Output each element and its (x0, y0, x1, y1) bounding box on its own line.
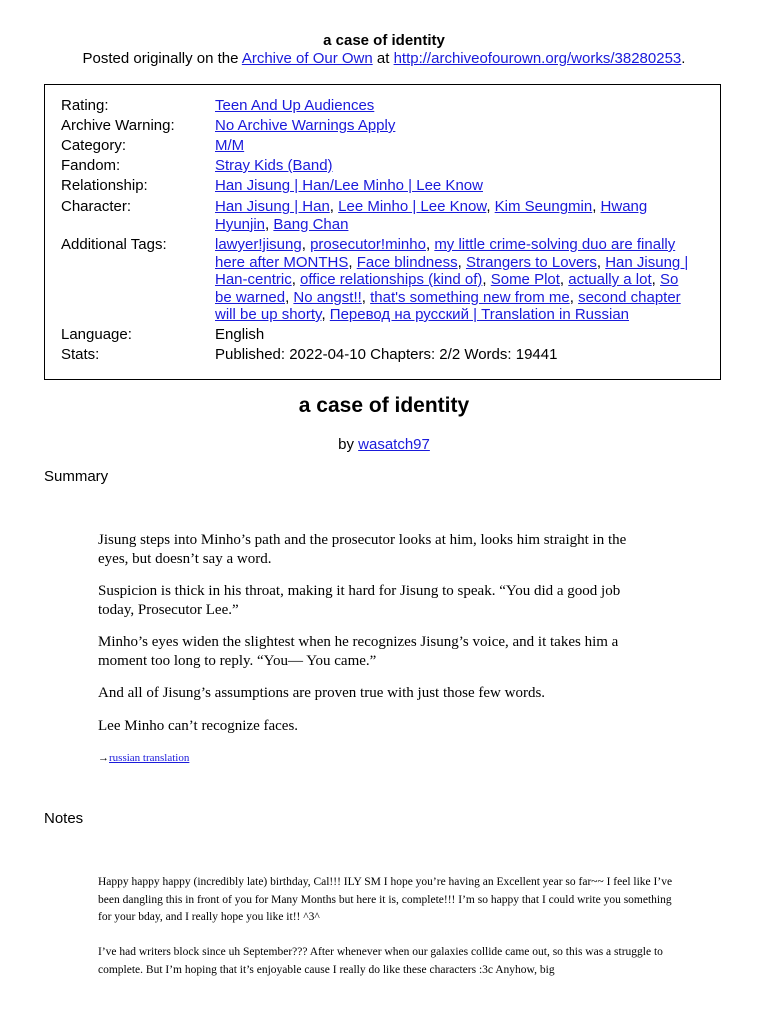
translation-line (98, 752, 189, 764)
tag-link[interactable]: No angst!! (293, 288, 362, 306)
stats-value: Published: 2022-04-10 Chapters: 2/2 Words: 19441 (215, 346, 558, 363)
metadata-box: Rating: Teen And Up Audiences Archive Warning: No Archive Warnings Apply Category: M/M Fandom: Stray Kids (Band) Relationship: Han Jisung | Han/Lee Minho | Lee Know Character: Han Jisung | Han, Lee Minho | Lee Know, Kim Seungmin, Hwang Hyunjin, Bang Chan Additional Tags: lawyer!jisung, prosecutor!minho, my little crime-solving duo are finally here after MONTHS, Face blindness, Strangers to Lovers, Han Jisung | Han-centric, office relationships (kind of), Some Plot, actually a lot, So be warned, No angst!!, that's something new from me, second chapter will be up shorty, Перевод на русский | Translation in Russian Language: English Stats: Published: 2022-04-10 Chapters: 2/2 Words: 19441 (44, 84, 721, 380)
summary-paragraph: Minho’s eyes widen the slightest when he recognizes Jisung’s voice, and it takes him a moment too long to reply. “You— You came.” (98, 634, 619, 669)
tag-link[interactable]: office relationships (kind of) (300, 271, 483, 288)
tag-link[interactable]: that's something new from me (370, 288, 570, 306)
warning-link[interactable]: No Archive Warnings Apply (215, 117, 396, 134)
summary-paragraph: Lee Minho can’t recognize faces. (98, 718, 299, 734)
posted-middle: at (372, 50, 394, 67)
russian-translation-link[interactable]: russian translation (109, 752, 190, 764)
byline (0, 436, 768, 453)
summary-paragraph: Jisung steps into Minho’s path and the prosecutor looks at him, looks him straight in the eyes, but doesn’t say a word. (98, 532, 627, 567)
category-link[interactable]: M/M (215, 137, 245, 154)
language-label: Language: (61, 326, 132, 343)
tag-link[interactable]: Face blindness (356, 253, 458, 271)
archive-link[interactable]: Archive of Our Own (241, 50, 373, 67)
posted-suffix: . (681, 50, 686, 67)
tag-link[interactable]: Strangers to Lovers (465, 253, 597, 271)
character-label: Character: (61, 198, 132, 215)
tag-link[interactable]: actually a lot (568, 271, 652, 288)
tag-link[interactable]: lawyer!jisung (215, 236, 302, 253)
tag-link[interactable]: So be warned (215, 271, 679, 306)
warning-label: Archive Warning: (61, 117, 175, 134)
character-link[interactable]: Kim Seungmin (494, 198, 593, 215)
tag-link[interactable]: second chapter will be up shorty (215, 288, 681, 323)
arrow-icon: → (98, 752, 109, 764)
character-link[interactable]: Han Jisung | Han (215, 198, 330, 215)
category-label: Category: (61, 137, 127, 154)
tags-label: Additional Tags: (61, 236, 167, 253)
tag-link[interactable]: Перевод на русский | Translation in Russian (329, 306, 630, 323)
character-link[interactable]: Lee Minho | Lee Know (338, 198, 487, 215)
work-title: a case of identity (298, 394, 470, 417)
notes-paragraph: I’ve had writers block since uh September??? After whenever when our galaxies collide came out, so this was a struggle to complete. But I’m hoping that it’s enjoyable cause I really do like these characters :3c Anyhow, big (98, 946, 663, 976)
character-link[interactable]: Bang Chan (273, 215, 349, 233)
summary-heading: Summary (44, 468, 109, 485)
work-url-link[interactable]: http://archiveofourown.org/works/38280253 (393, 50, 682, 67)
tag-link[interactable]: Han Jisung | Han-centric (215, 253, 689, 288)
notes-paragraph: Happy happy happy (incredibly late) birthday, Cal!!! ILY SM I hope you’re having an Excellent year so far~~ I feel like I’ve been dangling this in front of you for Many Months but here it is, complete!!! I’m so happy that I could write you something for your bday, and I really hope you like it!! ^3^ (98, 876, 673, 923)
author-link[interactable]: wasatch97 (358, 436, 430, 453)
tag-link[interactable]: Some Plot (490, 271, 560, 288)
character-link[interactable]: Hwang Hyunjin (215, 198, 648, 233)
language-value: English (215, 326, 265, 343)
fandom-link[interactable]: Stray Kids (Band) (215, 157, 333, 174)
notes-heading: Notes (44, 810, 84, 827)
rating-link[interactable]: Teen And Up Audiences (215, 97, 375, 114)
by-text: by (338, 436, 359, 453)
summary-paragraph: Suspicion is thick in his throat, making it hard for Jisung to speak. “You did a good job today, Prosecutor Lee.” (98, 583, 621, 618)
stats-label: Stats: (61, 346, 100, 363)
relationship-link[interactable]: Han Jisung | Han/Lee Minho | Lee Know (215, 177, 483, 194)
document-title: a case of identity (323, 32, 445, 49)
summary-paragraph: And all of Jisung’s assumptions are proven true with just those few words. (98, 685, 546, 701)
tag-link[interactable]: my little crime-solving duo are finally here after MONTHS (215, 236, 676, 271)
rating-label: Rating: (61, 97, 109, 114)
fandom-label: Fandom: (61, 157, 121, 174)
posted-line (0, 50, 768, 67)
posted-prefix: Posted originally on the (82, 50, 242, 67)
tag-link[interactable]: prosecutor!minho (310, 236, 426, 253)
relationship-label: Relationship: (61, 177, 148, 194)
